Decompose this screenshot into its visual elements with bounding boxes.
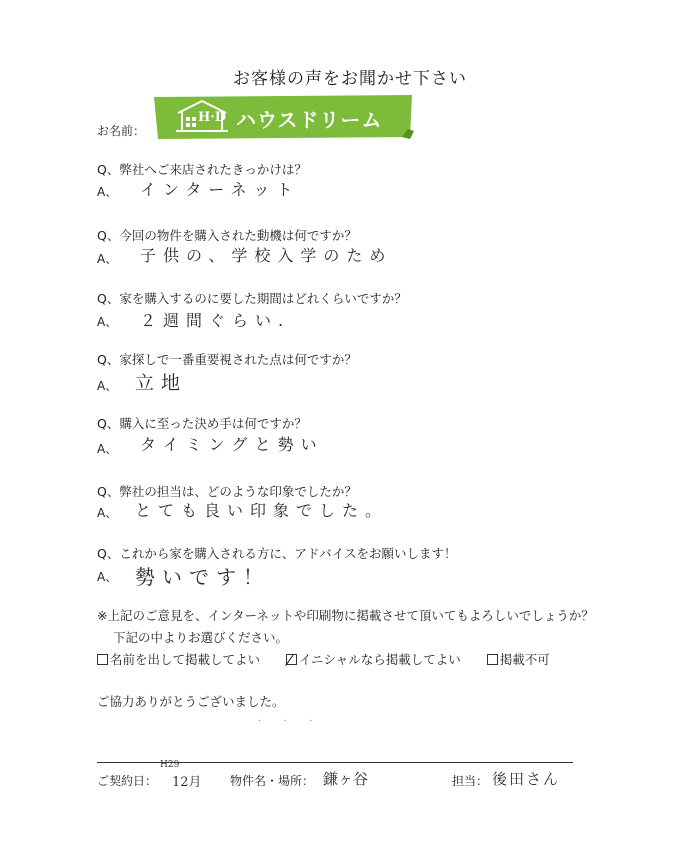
brand-name: ハウスドリーム [236,108,383,132]
contract-date-label: ご契約日： [97,774,158,788]
question-6: Q、弊社の担当は、どのような印象でしたか？ [97,484,357,499]
answer-1: インターネット [140,180,300,199]
answer-4: 立地 [135,372,188,394]
brand-mark: H·D [198,110,227,125]
option-no-publish[interactable] [487,650,550,668]
option-name-ok[interactable] [97,650,260,668]
answer-6: とても良い印象でした。 [135,501,389,520]
checkbox-no-publish[interactable] [487,654,498,665]
property-value: 鎌ヶ谷 [323,770,369,788]
staff-label: 担当： [452,774,489,788]
property-label: 物件名・場所： [230,774,315,788]
question-2: Q、今回の物件を購入された動機は何ですか？ [97,228,357,243]
answer-label-7: A、 [97,570,118,584]
option-label: 名前を出して掲載してよい [110,652,261,667]
checkbox-name-ok[interactable] [97,654,108,665]
option-initials-ok[interactable] [286,650,461,668]
consent-options [97,650,657,668]
question-7: Q、これから家を購入される方に、アドバイスをお願いします！ [97,546,457,561]
answer-label-1: A、 [97,185,118,199]
answer-5: タイミングと勢い [140,435,324,454]
answer-label-2: A、 [97,252,118,266]
answer-3: ２週間ぐらい. [140,311,291,330]
consent-note: ※上記のご意見を、インターネットや印刷物に掲載させて頂いてもよろしいでしょうか？ [97,608,594,623]
brand-banner [152,95,414,139]
answer-label-3: A、 [97,315,118,329]
answer-label-6: A、 [97,506,118,520]
question-5: Q、購入に至った決め手は何ですか？ [97,416,307,431]
question-1: Q、弊社へご来店されたきっかけは？ [97,162,307,177]
answer-label-4: A、 [97,379,118,393]
checkbox-initials-ok[interactable] [286,654,297,665]
question-3: Q、家を購入するのに要した期間はどれくらいですか？ [97,291,407,306]
answer-7: 勢いです！ [135,565,270,589]
answer-2: 子供の、学校入学のため [140,246,393,265]
scan-dots: . . . [258,714,323,724]
option-label: 掲載不可 [499,652,550,667]
contract-date-value: 12月 [172,775,202,790]
option-label: イニシャルなら掲載してよい [299,652,461,667]
answer-label-5: A、 [97,442,118,456]
staff-value: 後田さん [492,770,561,788]
name-label: お名前： [97,124,146,138]
question-4: Q、家探しで一番重要視された点は何ですか？ [97,352,357,367]
contract-year: H29 [160,760,180,770]
page-title: お客様の声をお聞かせ下さい [233,69,467,89]
consent-instruction: 下記の中よりお選びください。 [113,630,289,645]
thanks-message: ご協力ありがとうございました。 [97,694,285,709]
